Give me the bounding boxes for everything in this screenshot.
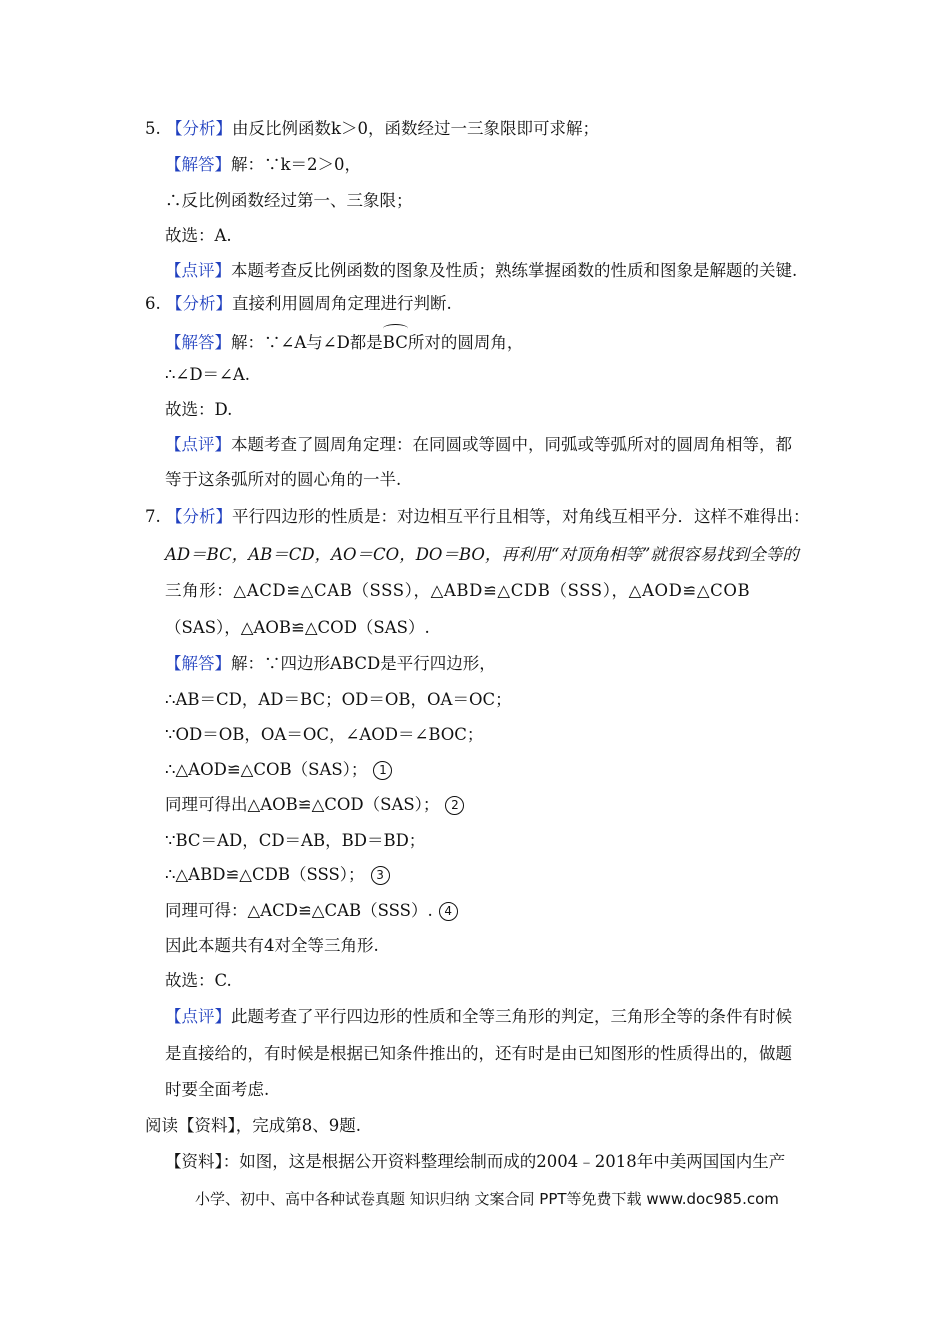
q7-answer-text8: 同理可得：△ACD≌△CAB（SSS）. bbox=[165, 901, 433, 920]
q7-analysis-line3: 三角形：△ACD≌△CAB（SSS），△ABD≌△CDB（SSS），△AOD≌△COB bbox=[165, 581, 751, 600]
q7-answer-text4: ∴△AOD≌△COB（SAS）； bbox=[165, 760, 368, 779]
q7-analysis-line4: （SAS），△AOB≌△COD（SAS）. bbox=[165, 618, 430, 637]
q7-analysis1: 平行四边形的性质是：对边相互平行且相等，对角线互相平分．这样不难得出： bbox=[232, 507, 810, 526]
q7-analysis-tag: 【分析】 bbox=[166, 507, 232, 526]
arc-label: BC bbox=[382, 333, 408, 352]
q7-answer-text7: ∴△ABD≌△CDB（SSS）； bbox=[165, 865, 365, 884]
q5-answer-line3: 故选：A. bbox=[165, 226, 232, 245]
q5-answer-text1: 解：∵k＝2＞0， bbox=[231, 155, 361, 174]
q5-comment: 本题考查反比例函数的图象及性质；熟练掌握函数的性质和图象是解题的关键. bbox=[231, 261, 798, 280]
q6-answer-line2: ∴∠D＝∠A. bbox=[165, 365, 251, 384]
q5-answer-line1 bbox=[165, 153, 361, 177]
q7-comment-line2: 是直接给的，有时候是根据已知条件推出的，还有时是由已知图形的性质得出的，做题 bbox=[165, 1044, 792, 1063]
q6-analysis-line bbox=[145, 292, 452, 316]
q5-analysis: 由反比例函数k＞0，函数经过一三象限即可求解； bbox=[232, 119, 599, 138]
circled-3-icon: 3 bbox=[371, 866, 390, 885]
q5-answer-tag: 【解答】 bbox=[165, 155, 231, 174]
circled-4-icon: 4 bbox=[439, 902, 458, 921]
q7-answer-line5 bbox=[165, 793, 464, 817]
q7-answer-line1 bbox=[165, 652, 496, 676]
q7-answer-line2: ∴AB＝CD，AD＝BC；OD＝OB，OA＝OC； bbox=[165, 690, 512, 709]
q6-comment1: 本题考查了圆周角定理：在同圆或等圆中，同弧或等弧所对的圆周角相等，都 bbox=[231, 435, 792, 454]
q7-answer-line10: 故选：C. bbox=[165, 971, 232, 990]
q7-analysis-line1 bbox=[145, 505, 810, 529]
q6-analysis-tag: 【分析】 bbox=[166, 294, 232, 313]
q6-answer-line1 bbox=[165, 327, 523, 355]
q7-comment-line3: 时要全面考虑. bbox=[165, 1080, 270, 1099]
q7-answer-text5: 同理可得出△AOB≌△COD（SAS）； bbox=[165, 795, 440, 814]
q7-answer-tag: 【解答】 bbox=[165, 654, 231, 673]
reading-material: 【资料】：如图，这是根据公开资料整理绘制而成的2004﹣2018年中美两国国内生产 bbox=[165, 1152, 786, 1171]
circled-2-icon: 2 bbox=[445, 796, 464, 815]
q7-analysis-line2: AD＝BC，AB＝CD，AO＝CO，DO＝BO，再利用“对顶角相等”就很容易找到全等的 bbox=[165, 545, 799, 564]
q7-comment-tag: 【点评】 bbox=[165, 1007, 231, 1026]
q7-comment-line1 bbox=[165, 1005, 792, 1029]
q7-answer-line8 bbox=[165, 899, 458, 923]
q5-answer-line2: ∴反比例函数经过第一、三象限； bbox=[165, 191, 413, 210]
q6-answer-line3: 故选：D. bbox=[165, 400, 233, 419]
q6-comment-line2: 等于这条弧所对的圆心角的一半. bbox=[165, 470, 402, 489]
arc-mark bbox=[383, 324, 408, 333]
q6-answer-pre: 解：∵∠A与∠D都是 bbox=[231, 333, 383, 352]
q5-analysis-tag: 【分析】 bbox=[166, 119, 232, 138]
q5-number: 5. bbox=[145, 119, 161, 138]
q6-comment-line1 bbox=[165, 433, 792, 457]
q7-answer-line9: 因此本题共有4对全等三角形. bbox=[165, 936, 379, 955]
q5-comment-tag: 【点评】 bbox=[165, 261, 231, 280]
circled-1-icon: 1 bbox=[373, 761, 392, 780]
q7-answer-text1: 解：∵四边形ABCD是平行四边形， bbox=[231, 654, 496, 673]
q6-answer-post: 所对的圆周角， bbox=[407, 333, 524, 352]
q5-analysis-line bbox=[145, 117, 599, 141]
arc-bc bbox=[383, 327, 408, 355]
q5-comment-line bbox=[165, 259, 797, 283]
q6-answer-tag: 【解答】 bbox=[165, 333, 231, 352]
page-footer: 小学、初中、高中各种试卷真题 知识归纳 文案合同 PPT等免费下载 www.doc985.com bbox=[195, 1190, 779, 1208]
q7-answer-line7 bbox=[165, 863, 390, 887]
q7-comment1: 此题考查了平行四边形的性质和全等三角形的判定，三角形全等的条件有时候 bbox=[231, 1007, 792, 1026]
q7-answer-line4 bbox=[165, 758, 392, 782]
q6-number: 6. bbox=[145, 294, 161, 313]
q6-analysis: 直接利用圆周角定理进行判断. bbox=[232, 294, 452, 313]
reading-intro: 阅读【资料】，完成第8、9题. bbox=[145, 1116, 361, 1135]
q7-number: 7. bbox=[145, 507, 161, 526]
q7-answer-line6: ∵BC＝AD，CD＝AB，BD＝BD； bbox=[165, 831, 426, 850]
q6-comment-tag: 【点评】 bbox=[165, 435, 231, 454]
q7-answer-line3: ∵OD＝OB，OA＝OC，∠AOD＝∠BOC； bbox=[165, 725, 484, 744]
